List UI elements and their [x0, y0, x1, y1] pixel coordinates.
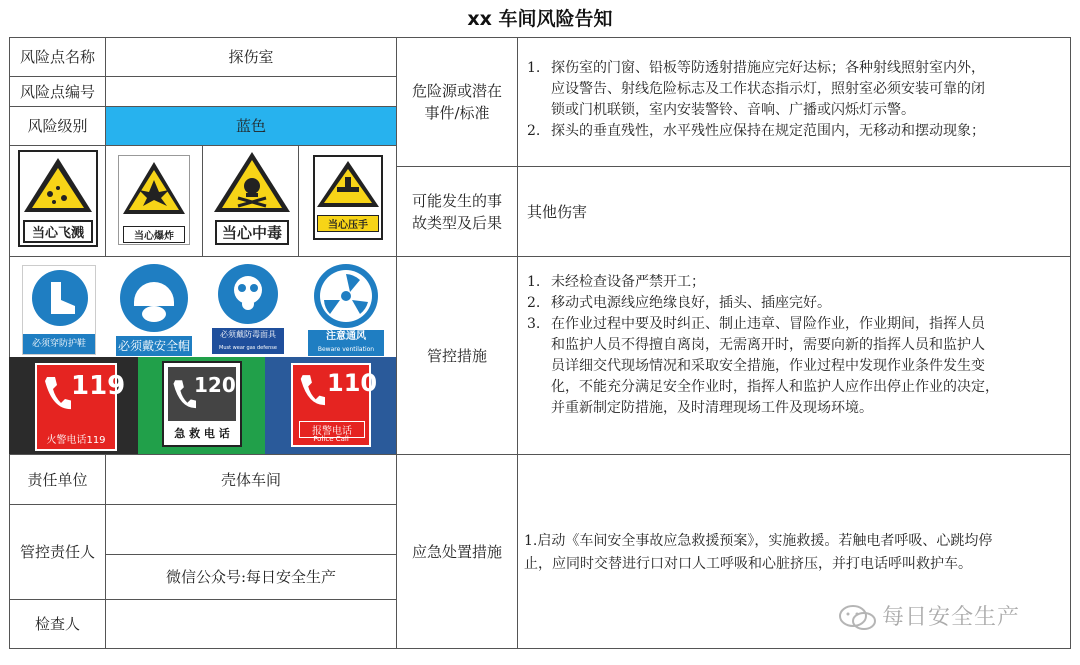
emergency-line: 1.启动《车间安全事故应急救援预案》，实施救援。若触电者呼吸、心跳均停: [524, 533, 993, 549]
watermark: 每日安全生产: [882, 605, 1021, 630]
warning-sign-label-4: 当心压手: [317, 215, 379, 232]
wechat-icon: [838, 603, 878, 633]
warning-sign-label-3: 当心中毒: [215, 220, 289, 245]
list-item: [527, 314, 1067, 419]
control-measures-label: 管控措施: [396, 256, 518, 455]
mandatory-sign-sub-4: Beware ventilation: [308, 344, 384, 356]
mandatory-sign-label-4: 注意通风: [308, 330, 384, 344]
list-item-line: 移动式电源线应绝缘良好，插头、插座完好。: [551, 295, 831, 311]
list-item-line: 探头的垂直残性，水平残性应保持在规定范围内，无移动和摆动现象；: [551, 123, 985, 139]
fire-phone-panel: [9, 357, 139, 455]
emergency-label: 应急处置措施: [396, 454, 518, 649]
police-phone-sub: Police Call: [313, 435, 349, 443]
accident-type-value: [517, 166, 1071, 257]
list-item-line: 探伤室的门窗、铅板等防透射措施应完好达标；各种射线照射室内外，: [551, 60, 985, 76]
hazard-list: [527, 58, 1067, 142]
list-item-number: 1.: [527, 274, 541, 290]
caution-pinch-sign: [313, 155, 383, 240]
list-item-number: 3.: [527, 316, 541, 332]
risk-point-name-label: 风险点名称: [9, 37, 106, 77]
list-item-line: 化，不能充分满足安全作业时，指挥人和监护人应作出停止作业的决定，: [551, 379, 999, 395]
risk-level-label: 风险级别: [9, 106, 106, 146]
mandatory-sign-label-2: 必须戴安全帽: [116, 336, 192, 356]
mandatory-sign-label-1: 必须穿防护鞋: [23, 334, 95, 354]
police-phone-panel: [265, 357, 397, 455]
risk-point-name-value: 探伤室: [105, 37, 397, 77]
responsible-unit-value: 壳体车间: [105, 454, 397, 505]
hazard-source-label: [396, 37, 518, 167]
inspector-label: 检查人: [9, 599, 106, 649]
list-item-number: 2.: [527, 295, 541, 311]
control-person-label: 管控责任人: [9, 504, 106, 600]
list-item-number: 2.: [527, 123, 541, 139]
responsible-unit-label: 责任单位: [9, 454, 106, 505]
must-wear-gas-mask-sign: [212, 262, 284, 357]
list-item-number: 1.: [527, 60, 541, 76]
list-item: [527, 272, 1067, 293]
caution-splash-sign: [18, 150, 98, 247]
control-person-note: 微信公众号:每日安全生产: [105, 554, 397, 600]
risk-point-id-value: [105, 76, 397, 107]
list-item-line: 和监护人员不得擅自离岗，无需离开时，需要向新的指挥人员和监护人: [551, 337, 985, 353]
list-item-line: 并重新制定防措施，及时清理现场工件及现场环境。: [551, 400, 873, 416]
police-phone-label: 报警电话: [299, 421, 365, 438]
hazard-source-text: 危险源或潜在事件/标准: [411, 82, 502, 122]
risk-level-value: 蓝色: [105, 106, 397, 146]
inspector-value: [105, 599, 397, 649]
control-person-value: [105, 504, 397, 555]
caution-explosion-sign: [118, 155, 190, 245]
list-item-line: 在作业过程中要及时纠正、制止违章、冒险作业，作业期间，指挥人员: [551, 316, 985, 332]
accident-type-value-text: 其他伤害: [527, 202, 588, 221]
list-item-line: 锁或门机联锁，室内安装警铃、音响、广播或闪烁灯示警。: [551, 102, 915, 118]
control-list: [527, 272, 1067, 419]
fire-phone-number: 119: [71, 371, 126, 401]
list-item: [527, 58, 1067, 121]
warning-sign-label-2: 当心爆炸: [123, 226, 185, 243]
ambulance-phone-panel: [138, 357, 266, 455]
warning-sign-label-1: 当心飞溅: [23, 220, 93, 243]
must-wear-helmet-sign: [116, 262, 192, 357]
must-wear-boots-sign: [22, 265, 96, 355]
accident-type-text: 可能发生的事故类型及后果: [411, 191, 502, 232]
ambulance-phone-number: 120: [194, 373, 236, 397]
page-title: xx 车间风险告知: [467, 8, 613, 30]
caution-poison-sign: [212, 150, 292, 247]
risk-point-id-label: 风险点编号: [9, 76, 106, 107]
accident-type-label: [396, 166, 518, 257]
police-phone-number: 110: [327, 369, 378, 397]
emergency-line: 止，应同时交替进行口对口人工呼吸和心脏挤压，并打电话呼叫救护车。: [524, 556, 972, 572]
fire-phone-label: 火警电话119: [46, 435, 106, 446]
list-item-line: 未经检查设备严禁开工；: [551, 274, 705, 290]
ventilation-sign: [308, 262, 384, 357]
list-item-line: 应设警告、射线危险标志及工作状态指示灯，照射室必须安装可靠的闭: [551, 81, 985, 97]
emergency-text: [524, 530, 1069, 576]
list-item: [527, 293, 1067, 314]
ambulance-phone-label: 急 救 电 话: [174, 427, 230, 440]
mandatory-sign-label-3: 必须戴防毒面具: [212, 328, 284, 342]
list-item: [527, 121, 1067, 142]
mandatory-sign-sub-3: Must wear gas defense: [212, 342, 284, 354]
list-item-line: 员详细交代现场情况和采取安全措施，作业过程中发现作业条件发生变: [551, 358, 985, 374]
